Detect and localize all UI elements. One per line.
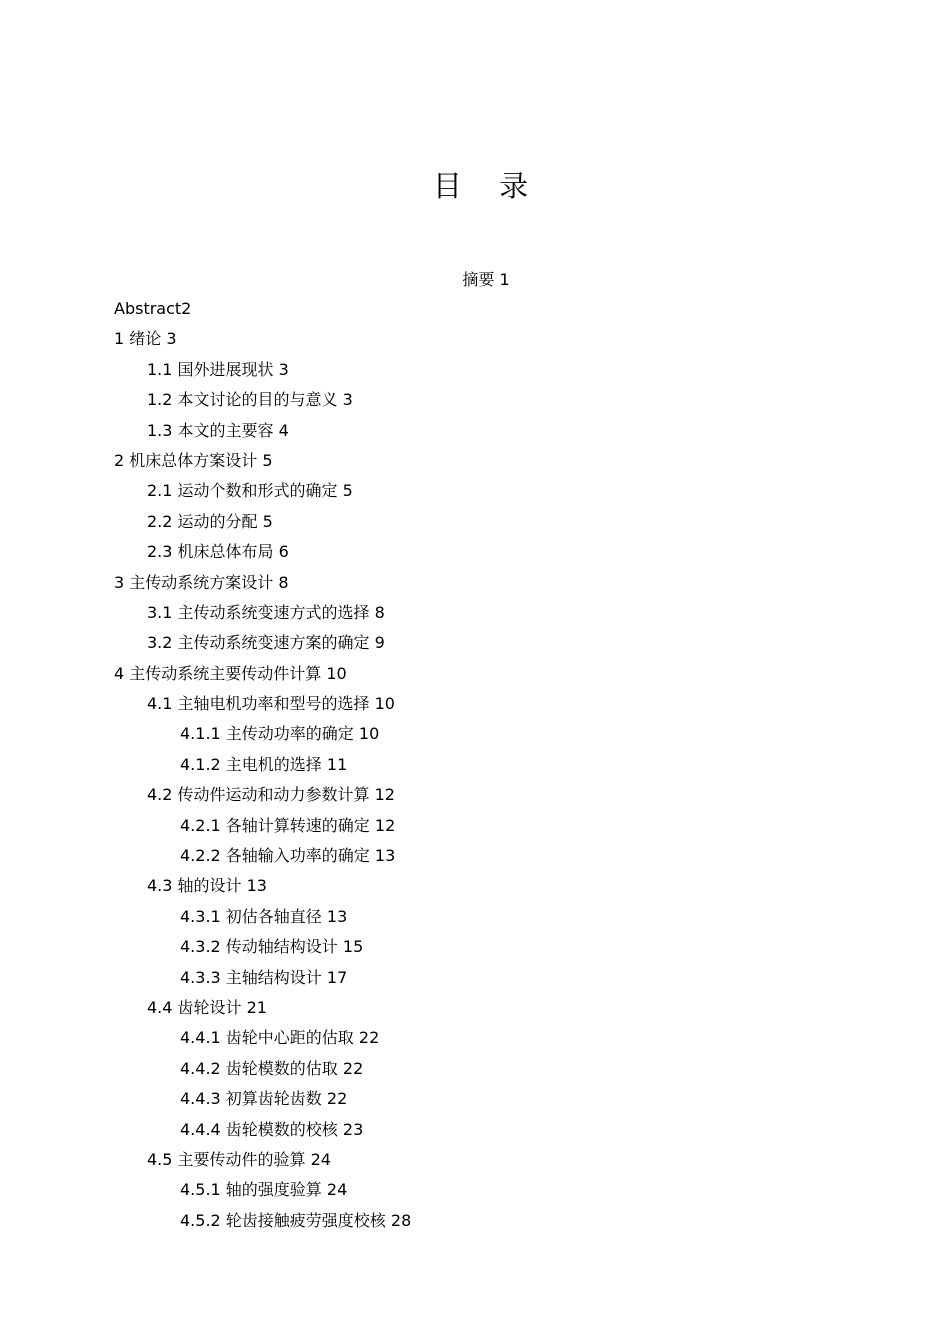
toc-entry[interactable]: 4.4.1 齿轮中心距的估取 22	[180, 1028, 380, 1048]
toc-entry[interactable]: 4.1.1 主传动功率的确定 10	[180, 724, 380, 744]
toc-entry[interactable]: 2.3 机床总体布局 6	[147, 542, 289, 562]
toc-entry[interactable]: 4.5 主要传动件的验算 24	[147, 1149, 331, 1169]
toc-entry[interactable]: 1.1 国外进展现状 3	[147, 359, 289, 379]
toc-entry[interactable]: 4.4.2 齿轮模数的估取 22	[180, 1058, 364, 1078]
toc-entry[interactable]: 1 绪论 3	[114, 329, 177, 349]
toc-entry[interactable]: 4.3.3 主轴结构设计 17	[180, 967, 348, 987]
toc-entry[interactable]: 2.1 运动个数和形式的确定 5	[147, 481, 353, 501]
toc-entry[interactable]: 4.5.1 轴的强度验算 24	[180, 1180, 348, 1200]
toc-entry[interactable]: 4.2.2 各轴输入功率的确定 13	[180, 846, 396, 866]
toc-entry[interactable]: 2 机床总体方案设计 5	[114, 450, 273, 470]
toc-entry[interactable]: 4.3.2 传动轴结构设计 15	[180, 937, 364, 957]
toc-entry[interactable]: 4.4.4 齿轮模数的校核 23	[180, 1119, 364, 1139]
toc-entry[interactable]: 4.3 轴的设计 13	[147, 876, 267, 896]
toc-entry[interactable]: Abstract2	[114, 299, 192, 318]
toc-entry[interactable]: 3 主传动系统方案设计 8	[114, 572, 289, 592]
toc-entry[interactable]: 4.1 主轴电机功率和型号的选择 10	[147, 694, 395, 714]
toc-entry[interactable]: 4 主传动系统主要传动件计算 10	[114, 663, 347, 683]
toc-entry[interactable]: 1.3 本文的主要容 4	[147, 420, 289, 440]
toc-entry[interactable]: 3.2 主传动系统变速方案的确定 9	[147, 633, 385, 653]
table-of-contents	[114, 297, 411, 1239]
toc-entry[interactable]: 4.4.3 初算齿轮齿数 22	[180, 1089, 348, 1109]
toc-entry[interactable]: 4.4 齿轮设计 21	[147, 997, 267, 1017]
toc-entry[interactable]: 1.2 本文讨论的目的与意义 3	[147, 390, 353, 410]
toc-entry[interactable]: 4.3.1 初估各轴直径 13	[180, 906, 348, 926]
toc-entry[interactable]: 4.5.2 轮齿接触疲劳强度校核 28	[180, 1210, 412, 1230]
toc-entry[interactable]: 4.2 传动件运动和动力参数计算 12	[147, 785, 395, 805]
toc-entry[interactable]: 4.2.1 各轴计算转速的确定 12	[180, 815, 396, 835]
toc-entry[interactable]: 4.1.2 主电机的选择 11	[180, 754, 348, 774]
page-title: 目 录	[432, 169, 543, 203]
toc-entry[interactable]: 3.1 主传动系统变速方式的选择 8	[147, 602, 385, 622]
toc-entry[interactable]: 2.2 运动的分配 5	[147, 511, 273, 531]
toc-entry-abstract-cn[interactable]: 摘要 1	[462, 270, 510, 289]
